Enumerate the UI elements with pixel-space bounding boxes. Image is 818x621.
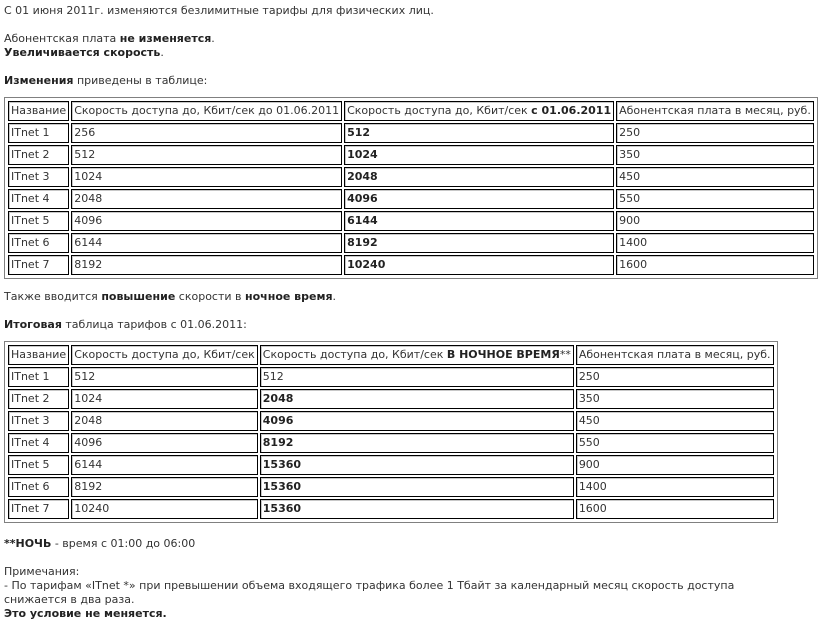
night-suffix: . (332, 290, 337, 303)
cell-fee: 1600 (576, 499, 774, 519)
header-name: Название (8, 101, 69, 121)
cell-night-value: 15360 (262, 480, 302, 493)
cell-fee: 550 (616, 189, 814, 209)
header-night-prefix: Скорость доступа до, Кбит/сек (262, 348, 447, 361)
cell-night-value: 4096 (262, 414, 294, 427)
cell-fee: 350 (576, 389, 774, 409)
cell-old: 4096 (71, 211, 342, 231)
cell-new (344, 123, 614, 143)
cell-new-value: 2048 (347, 170, 378, 183)
table-row (8, 499, 774, 519)
cell-new (344, 255, 614, 275)
cell-fee: 900 (576, 455, 774, 475)
fee-line (4, 32, 764, 46)
night-middle: скорости в (175, 290, 246, 303)
cell-speed: 6144 (71, 455, 258, 475)
cell-night: 512 (260, 367, 574, 387)
fee-suffix: . (211, 32, 215, 45)
cell-name: ITnet 7 (8, 255, 69, 275)
header-fee: Абонентская плата в месяц, руб. (616, 101, 814, 121)
cell-name: ITnet 2 (8, 145, 69, 165)
night-prefix: Также вводится (4, 290, 102, 303)
footnote-line (4, 537, 764, 551)
tariff-changes-table (6, 99, 816, 277)
cell-new-value: 512 (347, 126, 371, 139)
cell-name: ITnet 1 (8, 367, 69, 387)
cell-old: 2048 (71, 189, 342, 209)
header-night-suffix: ** (559, 348, 571, 361)
speed-suffix: . (160, 46, 164, 59)
cell-name: ITnet 6 (8, 233, 69, 253)
changes-bold: Изменения (4, 74, 74, 87)
table1-frame (4, 97, 818, 279)
table-row (8, 211, 814, 231)
cell-fee: 450 (616, 167, 814, 187)
changes-line (4, 74, 764, 88)
night-bold2: ночное время (245, 290, 333, 303)
cell-fee: 1400 (576, 477, 774, 497)
table-row (8, 455, 774, 475)
cell-night-value: 8192 (262, 436, 294, 449)
intro-text: С 01 июня 2011г. изменяются безлимитные тарифы для физических лиц. (4, 4, 434, 17)
cell-new (344, 145, 614, 165)
table-row (8, 145, 814, 165)
final-suffix: таблица тарифов с 01.06.2011: (61, 318, 247, 331)
final-line (4, 318, 764, 332)
cell-name: ITnet 1 (8, 123, 69, 143)
cell-fee: 250 (576, 367, 774, 387)
footnote-bold: **НОЧЬ (4, 537, 52, 550)
cell-night (260, 499, 574, 519)
cell-name: ITnet 7 (8, 499, 69, 519)
footnote-text: - время с 01:00 до 06:00 (51, 537, 196, 550)
cell-old: 256 (71, 123, 342, 143)
table-row (8, 433, 774, 453)
cell-name: ITnet 6 (8, 477, 69, 497)
cell-new-value: 1024 (347, 148, 378, 161)
table-row (8, 255, 814, 275)
table-row (8, 233, 814, 253)
header-new-speed-bold: с 01.06.2011 (531, 104, 612, 117)
header-new-speed-prefix: Скорость доступа до, Кбит/сек (347, 104, 532, 117)
night-line (4, 290, 764, 304)
cell-fee: 350 (616, 145, 814, 165)
table-row (8, 167, 814, 187)
cell-fee: 450 (576, 411, 774, 431)
table2-frame (4, 341, 778, 523)
night-bold1: повышение (101, 290, 176, 303)
table-row (8, 477, 774, 497)
cell-new-value: 4096 (347, 192, 378, 205)
cell-new-value: 10240 (347, 258, 386, 271)
cell-night (260, 477, 574, 497)
notes-last-bold: Это условие не меняется. (4, 607, 167, 620)
cell-night-value: 15360 (262, 502, 302, 515)
cell-fee: 1600 (616, 255, 814, 275)
table-header-row (8, 101, 814, 121)
table-row (8, 189, 814, 209)
notes-title: Примечания: (4, 565, 80, 578)
table-row (8, 411, 774, 431)
cell-old: 1024 (71, 167, 342, 187)
header-night-bold: В НОЧНОЕ ВРЕМЯ (446, 348, 560, 361)
cell-night (260, 455, 574, 475)
table-row (8, 123, 814, 143)
cell-speed: 512 (71, 367, 258, 387)
header-name: Название (8, 345, 69, 365)
cell-speed: 4096 (71, 433, 258, 453)
cell-night-value: 2048 (262, 392, 294, 405)
header-fee: Абонентская плата в месяц, руб. (576, 345, 774, 365)
cell-name: ITnet 4 (8, 189, 69, 209)
fee-bold: не изменяется (119, 32, 212, 45)
cell-name: ITnet 4 (8, 433, 69, 453)
intro-line (4, 4, 764, 18)
cell-name: ITnet 5 (8, 211, 69, 231)
cell-fee: 1400 (616, 233, 814, 253)
cell-new (344, 189, 614, 209)
notes-last (4, 607, 764, 621)
cell-name: ITnet 5 (8, 455, 69, 475)
changes-suffix: приведены в таблице: (73, 74, 208, 87)
cell-night (260, 389, 574, 409)
cell-night-value: 15360 (262, 458, 302, 471)
cell-name: ITnet 2 (8, 389, 69, 409)
table-header-row (8, 345, 774, 365)
speed-line (4, 46, 764, 60)
fee-prefix: Абонентская плата (4, 32, 120, 45)
cell-name: ITnet 3 (8, 411, 69, 431)
cell-new-value: 6144 (347, 214, 378, 227)
cell-old: 8192 (71, 255, 342, 275)
header-night-speed (260, 345, 574, 365)
cell-speed: 8192 (71, 477, 258, 497)
cell-old: 6144 (71, 233, 342, 253)
table-row (8, 389, 774, 409)
cell-fee: 550 (576, 433, 774, 453)
cell-fee: 900 (616, 211, 814, 231)
cell-speed: 2048 (71, 411, 258, 431)
cell-new (344, 233, 614, 253)
header-new-speed (344, 101, 614, 121)
notes-line: - По тарифам «ITnet *» при превышении объема входящего трафика более 1 Тбайт за календарный месяц скорость доступа снижается в два раза. (4, 579, 735, 606)
cell-fee: 250 (616, 123, 814, 143)
cell-speed: 1024 (71, 389, 258, 409)
cell-speed: 10240 (71, 499, 258, 519)
cell-old: 512 (71, 145, 342, 165)
table-row (8, 367, 774, 387)
cell-new (344, 167, 614, 187)
final-bold: Итоговая (4, 318, 62, 331)
speed-bold: Увеличивается скорость (4, 46, 161, 59)
header-speed: Скорость доступа до, Кбит/сек (71, 345, 258, 365)
cell-name: ITnet 3 (8, 167, 69, 187)
cell-new-value: 8192 (347, 236, 378, 249)
header-old-speed: Скорость доступа до, Кбит/сек до 01.06.2011 (71, 101, 342, 121)
cell-night (260, 411, 574, 431)
cell-night (260, 433, 574, 453)
final-tariffs-table (6, 343, 776, 521)
cell-new (344, 211, 614, 231)
